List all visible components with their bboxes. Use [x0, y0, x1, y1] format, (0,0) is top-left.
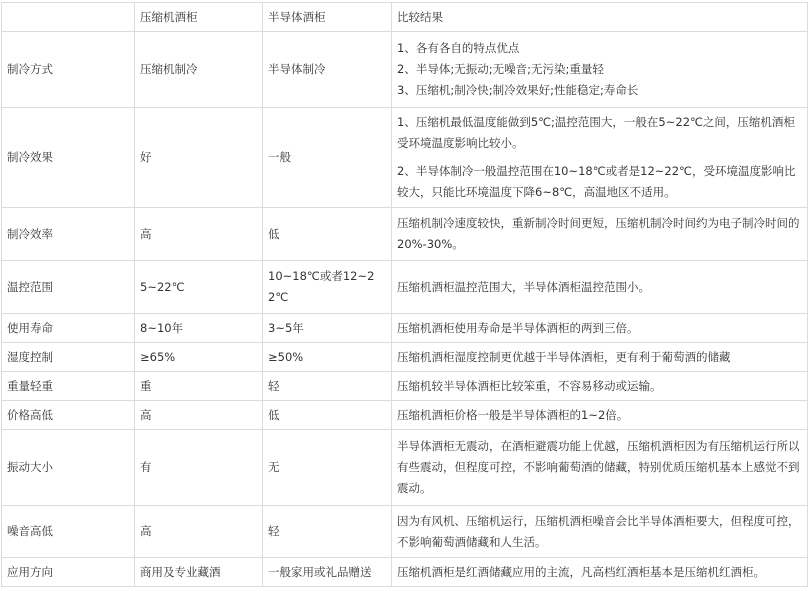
- row-semiconductor: 3~5年: [263, 314, 392, 343]
- result-line: 2、半导体制冷一般温控范围在10~18℃或者是12~22℃，受环境温度影响比较大，只能比环境温度下降6~8℃，高温地区不适用。: [397, 164, 796, 199]
- table-row: [2, 401, 808, 430]
- row-result: 压缩机制冷速度较快，重新制冷时间更短，压缩机制冷时间约为电子制冷时间的20%-30%。: [392, 208, 808, 261]
- table-row: [2, 430, 808, 506]
- row-item: 噪音高低: [2, 506, 135, 558]
- row-result: 压缩机酒柜湿度控制更优越于半导体酒柜，更有利于葡萄酒的储藏: [392, 343, 808, 372]
- row-item: 温控范围: [2, 261, 135, 314]
- row-compressor: 压缩机制冷: [135, 32, 263, 108]
- row-semiconductor: 轻: [263, 372, 392, 401]
- row-compressor: 5~22℃: [135, 261, 263, 314]
- table-row: [2, 343, 808, 372]
- result-line: 3、压缩机;制冷快;制冷效果好;性能稳定;寿命长: [397, 83, 639, 97]
- row-result: 压缩机酒柜价格一般是半导体酒柜的1~2倍。: [392, 401, 808, 430]
- row-item: 应用方向: [2, 558, 135, 587]
- comparison-table: [1, 2, 808, 587]
- row-item: 制冷效率: [2, 208, 135, 261]
- header-cell-result: 比较结果: [392, 3, 808, 32]
- header-cell-semiconductor: 半导体酒柜: [263, 3, 392, 32]
- table-row: [2, 108, 808, 208]
- row-result: 压缩机较半导体酒柜比较笨重，不容易移动或运输。: [392, 372, 808, 401]
- row-semiconductor: 轻: [263, 506, 392, 558]
- table-row: [2, 506, 808, 558]
- table-row: [2, 261, 808, 314]
- row-result: 半导体酒柜无震动，在酒柜避震功能上优越，压缩机酒柜因为有压缩机运行所以有些震动，但程度可控，不影响葡萄酒的储藏，特别优质压缩机基本上感觉不到震动。: [392, 430, 808, 506]
- row-semiconductor: 低: [263, 208, 392, 261]
- row-compressor: 高: [135, 401, 263, 430]
- row-semiconductor: 低: [263, 401, 392, 430]
- row-semiconductor: 10~18℃或者12~22℃: [263, 261, 392, 314]
- row-compressor: 重: [135, 372, 263, 401]
- row-semiconductor: 一般: [263, 108, 392, 208]
- row-item: 制冷方式: [2, 32, 135, 108]
- table-row: [2, 208, 808, 261]
- row-compressor: 有: [135, 430, 263, 506]
- row-result: 因为有风机、压缩机运行，压缩机酒柜噪音会比半导体酒柜要大，但程度可控，不影响葡萄酒储藏和人生活。: [392, 506, 808, 558]
- row-result: [392, 32, 808, 108]
- row-item: 价格高低: [2, 401, 135, 430]
- row-item: 振动大小: [2, 430, 135, 506]
- result-line: 1、各有各自的特点优点: [397, 41, 520, 55]
- header-row: [2, 3, 808, 32]
- row-item: 制冷效果: [2, 108, 135, 208]
- row-item: 使用寿命: [2, 314, 135, 343]
- row-result: 压缩机酒柜是红酒储藏应用的主流，凡高档红酒柜基本是压缩机红酒柜。: [392, 558, 808, 587]
- row-item: 重量轻重: [2, 372, 135, 401]
- result-line: 1、压缩机最低温度能做到5℃;温控范围大，一般在5~22℃之间，压缩机酒柜受环境温度影响比较小。: [397, 115, 795, 150]
- row-result: 压缩机酒柜使用寿命是半导体酒柜的两到三倍。: [392, 314, 808, 343]
- table-row: [2, 314, 808, 343]
- result-line: 2、半导体;无振动;无噪音;无污染;重量轻: [397, 62, 604, 76]
- row-compressor: 好: [135, 108, 263, 208]
- table-row: [2, 558, 808, 587]
- row-compressor: 商用及专业藏酒: [135, 558, 263, 587]
- row-result: [392, 108, 808, 208]
- row-result: 压缩机酒柜温控范围大，半导体酒柜温控范围小。: [392, 261, 808, 314]
- row-compressor: 8~10年: [135, 314, 263, 343]
- row-item: 湿度控制: [2, 343, 135, 372]
- row-semiconductor: 无: [263, 430, 392, 506]
- row-semiconductor: ≥50%: [263, 343, 392, 372]
- row-semiconductor: 半导体制冷: [263, 32, 392, 108]
- row-compressor: 高: [135, 208, 263, 261]
- header-cell-compressor: 压缩机酒柜: [135, 3, 263, 32]
- table-row: [2, 372, 808, 401]
- table-row: [2, 32, 808, 108]
- header-cell-item: [2, 3, 135, 32]
- row-compressor: ≥65%: [135, 343, 263, 372]
- row-semiconductor: 一般家用或礼品赠送: [263, 558, 392, 587]
- row-compressor: 高: [135, 506, 263, 558]
